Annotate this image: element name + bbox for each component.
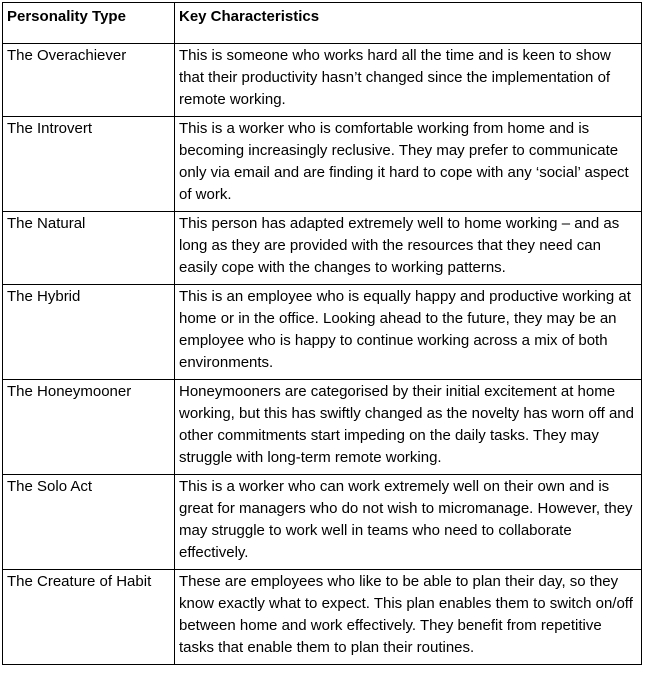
table-row [3,380,642,475]
personality-types-table [2,2,642,665]
table-row [3,44,642,117]
table-header-row [3,3,642,44]
personality-type-cell: The Creature of Habit [3,570,175,665]
characteristics-cell: This person has adapted extremely well to home working – and as long as they are provided with the resources that they need can easily cope with the changes to working patterns. [175,212,642,285]
characteristics-cell: Honeymooners are categorised by their initial excitement at home working, but this has swiftly changed as the novelty has worn off and other commitments start impeding on the daily tasks. They may struggle with long-term remote working. [175,380,642,475]
table-row [3,212,642,285]
characteristics-cell: These are employees who like to be able to plan their day, so they know exactly what to expect. This plan enables them to switch on/off between home and work effectively. They benefit from repetitive tasks that enable them to plan their routines. [175,570,642,665]
table-row [3,475,642,570]
header-key-characteristics: Key Characteristics [175,3,642,44]
table-row [3,285,642,380]
personality-type-cell: The Solo Act [3,475,175,570]
personality-type-cell: The Honeymooner [3,380,175,475]
characteristics-cell: This is a worker who can work extremely well on their own and is great for managers who do not wish to micromanage. However, they may struggle to work well in teams who need to collaborate effectively. [175,475,642,570]
characteristics-cell: This is someone who works hard all the time and is keen to show that their productivity hasn’t changed since the implementation of remote working. [175,44,642,117]
header-personality-type: Personality Type [3,3,175,44]
personality-type-cell: The Introvert [3,117,175,212]
personality-type-cell: The Hybrid [3,285,175,380]
characteristics-cell: This is an employee who is equally happy and productive working at home or in the office. Looking ahead to the future, they may be an employee who is happy to continue working across a mix of both environments. [175,285,642,380]
table-row [3,570,642,665]
personality-type-cell: The Overachiever [3,44,175,117]
characteristics-cell: This is a worker who is comfortable working from home and is becoming increasingly reclusive. They may prefer to communicate only via email and are finding it hard to cope with any ‘social’ aspect of work. [175,117,642,212]
table-row [3,117,642,212]
personality-type-cell: The Natural [3,212,175,285]
